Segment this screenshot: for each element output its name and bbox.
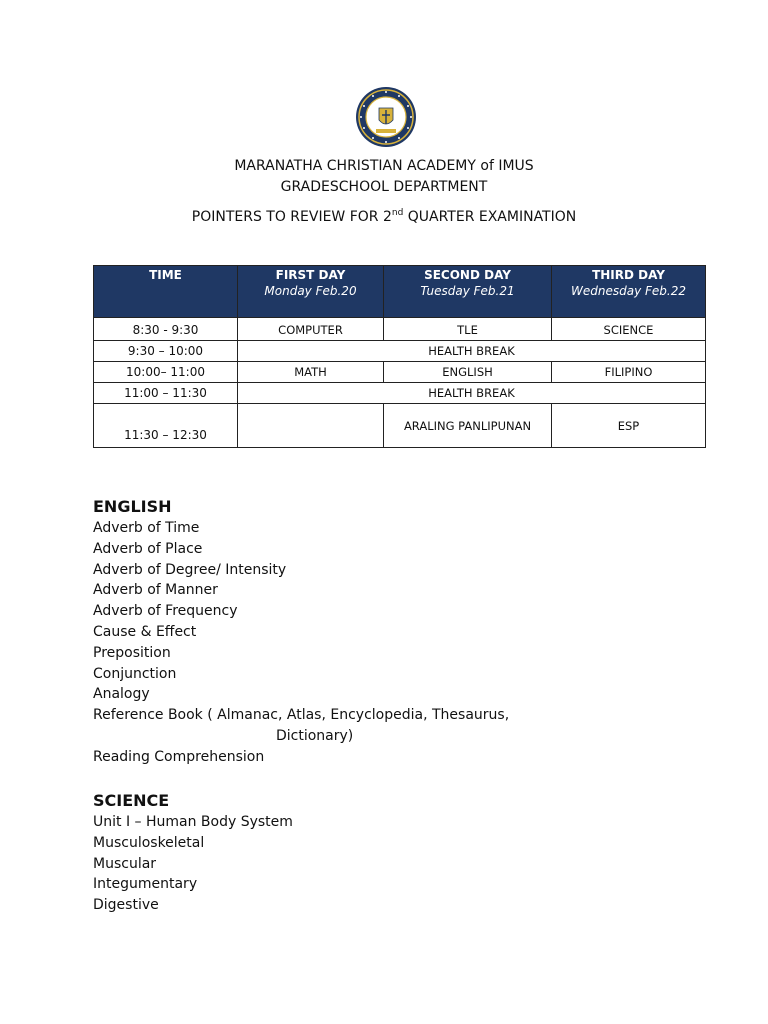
table-row	[94, 362, 706, 383]
column-date: Monday Feb.20	[264, 284, 357, 298]
science-section	[93, 790, 293, 916]
list-item: Musculoskeletal	[93, 834, 205, 851]
time-cell: 9:30 – 10:00	[94, 341, 238, 362]
time-cell: 11:00 – 11:30	[94, 383, 238, 404]
time-cell: 10:00– 11:00	[94, 362, 238, 383]
list-item: Analogy	[93, 686, 150, 703]
list-item: Unit I – Human Body System	[93, 814, 293, 830]
subject-cell: TLE	[384, 318, 552, 341]
school-name: MARANATHA CHRISTIAN ACADEMY of IMUS	[234, 158, 534, 174]
column-title: THIRD DAY	[592, 268, 665, 282]
subject-cell: SCIENCE	[552, 318, 706, 341]
list-item-continuation: Dictionary)	[276, 727, 354, 744]
list-item: Digestive	[93, 897, 159, 914]
section-heading: ENGLISH	[93, 497, 172, 516]
column-header-second-day	[384, 266, 552, 318]
list-item: Reference Book ( Almanac, Atlas, Encyclopedia, Thesaurus,	[93, 707, 510, 724]
column-date: Tuesday Feb.21	[420, 284, 515, 298]
list-item: Muscular	[93, 855, 157, 872]
break-cell: HEALTH BREAK	[238, 341, 706, 362]
list-item: Adverb of Place	[93, 540, 203, 557]
school-logo	[355, 86, 417, 148]
list-item: Preposition	[93, 644, 171, 661]
title-superscript: nd	[391, 208, 404, 218]
subject-cell	[238, 404, 384, 448]
column-header-time	[94, 266, 238, 318]
title-suffix: QUARTER EXAMINATION	[403, 209, 577, 225]
list-item: Reading Comprehension	[93, 748, 265, 765]
list-item: Integumentary	[93, 876, 198, 893]
table-row	[94, 341, 706, 362]
title-prefix: POINTERS TO REVIEW FOR 2	[191, 209, 392, 225]
time-cell: 8:30 - 9:30	[94, 318, 238, 341]
table-row	[94, 404, 706, 448]
exam-schedule-table	[93, 265, 706, 448]
column-title: FIRST DAY	[275, 268, 346, 282]
list-item: Adverb of Frequency	[93, 603, 238, 620]
document-title	[0, 209, 768, 225]
subject-cell: COMPUTER	[238, 318, 384, 341]
break-cell: HEALTH BREAK	[238, 383, 706, 404]
subject-cell: MATH	[238, 362, 384, 383]
list-item: Adverb of Time	[93, 520, 200, 536]
schedule-header-row	[94, 266, 706, 318]
time-cell: 11:30 – 12:30	[94, 404, 238, 448]
subject-cell: ARALING PANLIPUNAN	[384, 404, 552, 448]
list-item: Cause & Effect	[93, 623, 197, 640]
column-date: Wednesday Feb.22	[571, 284, 686, 298]
school-seal-icon	[355, 86, 417, 148]
list-item: Conjunction	[93, 665, 177, 682]
department-name: GRADESCHOOL DEPARTMENT	[280, 179, 488, 195]
column-header-first-day	[238, 266, 384, 318]
column-header-third-day	[552, 266, 706, 318]
table-row	[94, 383, 706, 404]
section-heading: SCIENCE	[93, 791, 170, 810]
table-row	[94, 318, 706, 341]
english-section	[93, 496, 509, 768]
column-title: TIME	[149, 268, 182, 282]
list-item: Adverb of Manner	[93, 582, 218, 599]
subject-cell: ESP	[552, 404, 706, 448]
list-item: Adverb of Degree/ Intensity	[93, 561, 287, 578]
subject-cell: FILIPINO	[552, 362, 706, 383]
column-title: SECOND DAY	[424, 268, 511, 282]
subject-cell: ENGLISH	[384, 362, 552, 383]
